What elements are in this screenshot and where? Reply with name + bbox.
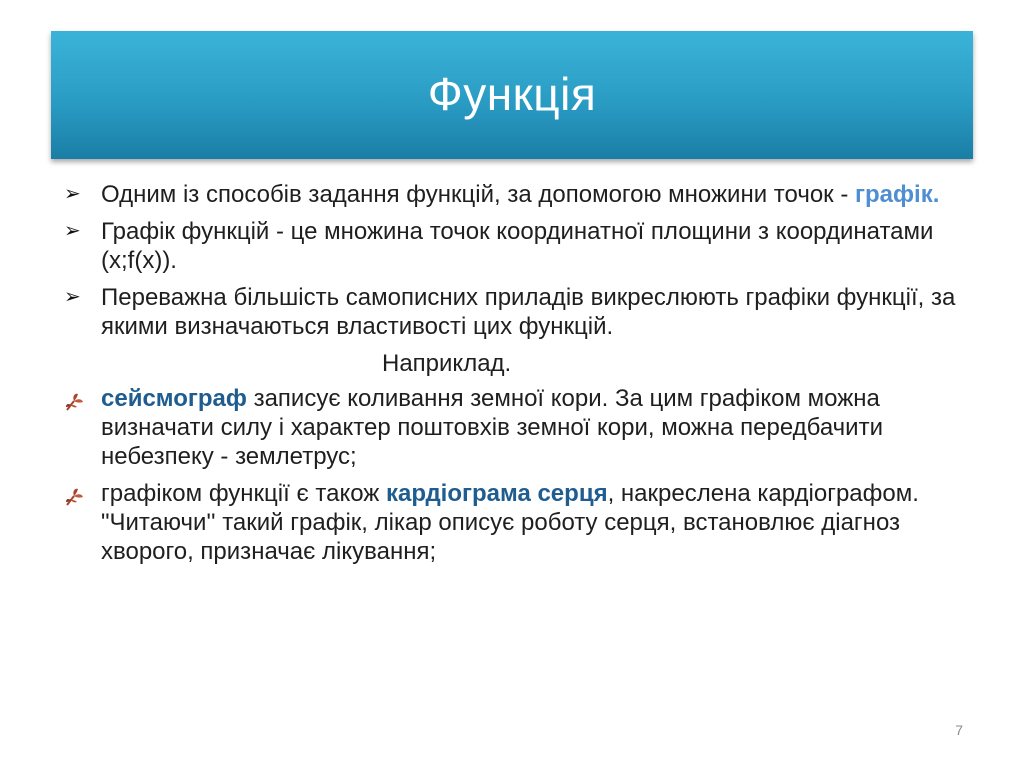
arrow-bullet-icon: ➢: [64, 183, 81, 205]
bullet-highlight: графік.: [855, 181, 940, 208]
page-number: 7: [955, 722, 963, 738]
bullet-item: [64, 479, 984, 566]
leaf-bullet-icon: [64, 485, 94, 514]
slide-content: [64, 180, 984, 574]
arrow-bullet-icon: ➢: [64, 286, 81, 308]
bullet-text: , накреслена кардіографом. "Читаючи'' такий графік, лікар описує роботу серця, встановлює діагноз хворого, призначає лікування;: [101, 480, 919, 565]
bullet-item: [64, 180, 984, 209]
bullet-text: Одним із способів задання функцій, за допомогою множини точок -: [101, 181, 856, 208]
bullet-item: [64, 384, 984, 471]
bullet-item: [64, 217, 984, 275]
bullet-text: Графік функцій - це множина точок координатної площини з координатами (х;f(x)).: [101, 218, 934, 274]
example-label: Наприклад.: [382, 350, 512, 377]
bullet-text: записує коливання земної кори. За цим графіком можна визначати силу і характер поштовхів земної кори, можна передбачити небезпеку - землетрус;: [101, 385, 883, 470]
bullet-text: графіком функції є також: [101, 480, 387, 507]
slide-title: Функція: [427, 68, 597, 120]
bullet-highlight: кардіограма серця: [386, 480, 608, 507]
arrow-bullet-icon: ➢: [64, 220, 81, 242]
title-bar: [51, 31, 973, 159]
bullet-text: Переважна більшість самописних приладів викреслюють графіки функції, за якими визначаються властивості цих функцій.: [101, 284, 956, 340]
bullet-highlight: сейсмограф: [101, 385, 247, 412]
leaf-bullet-icon: [64, 390, 94, 419]
bullet-item: [64, 283, 984, 341]
